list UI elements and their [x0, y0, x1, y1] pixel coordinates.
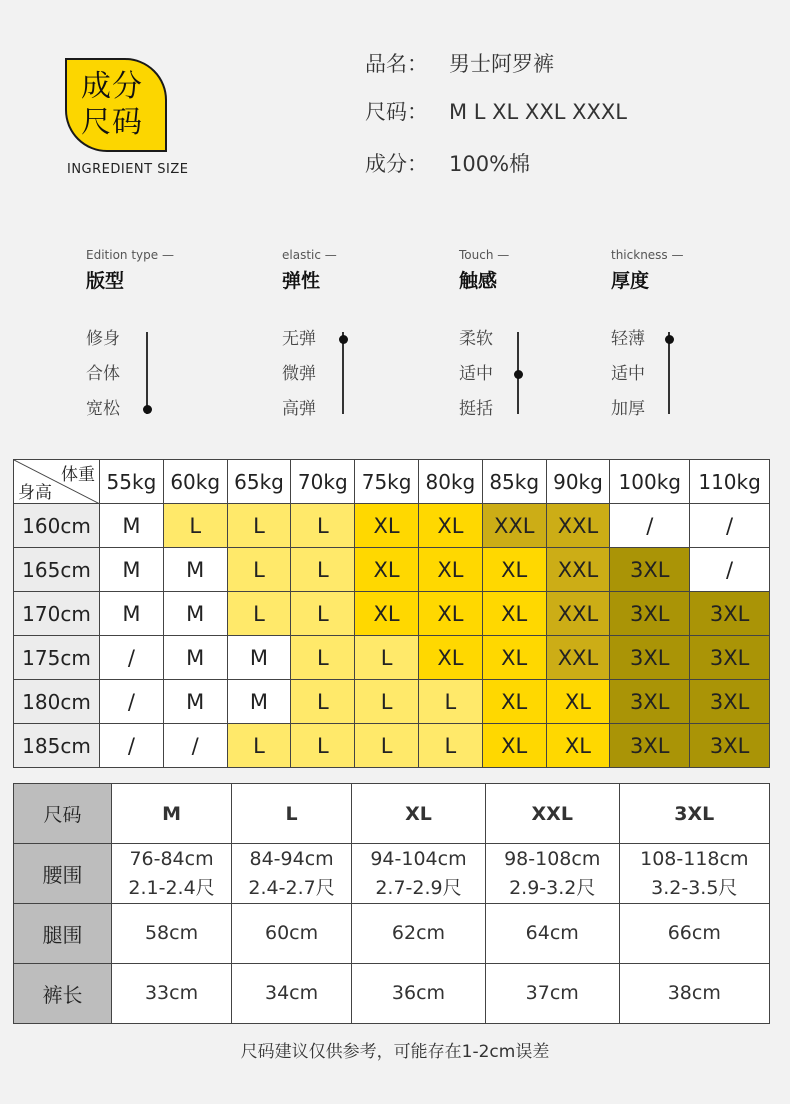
attribute-option: 柔软	[459, 329, 493, 349]
attribute-cn-label: 厚度	[611, 270, 650, 292]
measurement-value: 76-84cm	[129, 847, 214, 870]
weight-header: 90kg	[546, 460, 610, 504]
size-cell: XXL	[546, 592, 610, 636]
measurement-value: 60cm	[265, 922, 319, 944]
size-cell: L	[355, 680, 419, 724]
size-cell: XXL	[482, 504, 546, 548]
badge-subtitle: INGREDIENT SIZE	[67, 162, 189, 177]
attribute-option: 高弹	[282, 399, 316, 419]
size-cell: /	[610, 504, 690, 548]
size-cell: XL	[355, 504, 419, 548]
size-cell: L	[227, 592, 291, 636]
attribute-option: 适中	[459, 364, 493, 384]
measurement-cell	[485, 844, 619, 904]
size-cell: M	[163, 548, 227, 592]
attribute-en-label: elastic —	[282, 248, 442, 262]
size-cell: /	[690, 548, 770, 592]
measurement-cell	[112, 904, 232, 964]
size-cell: XL	[546, 724, 610, 768]
product-material-value: 100%棉	[449, 152, 531, 176]
size-table-row	[14, 680, 770, 724]
attribute-option: 挺括	[459, 399, 493, 419]
size-cell: XL	[418, 504, 482, 548]
attribute-option: 宽松	[86, 399, 120, 419]
size-cell: L	[227, 504, 291, 548]
size-cell: L	[291, 504, 355, 548]
measurement-cell	[232, 844, 352, 904]
measurement-value: 94-104cm	[370, 847, 467, 870]
measurement-cell	[112, 844, 232, 904]
attribute-scale-line	[146, 332, 148, 414]
size-cell: XXL	[546, 504, 610, 548]
measurement-size-header: XL	[352, 784, 486, 844]
weight-header: 110kg	[690, 460, 770, 504]
measurement-cell	[112, 964, 232, 1024]
product-sizes-value: M L XL XXL XXXL	[449, 100, 627, 124]
weight-header: 55kg	[100, 460, 164, 504]
weight-header: 80kg	[418, 460, 482, 504]
measurement-cell	[352, 904, 486, 964]
attribute-option: 适中	[611, 364, 645, 384]
size-table-header-row	[14, 460, 770, 504]
size-cell: M	[163, 680, 227, 724]
size-table-row	[14, 592, 770, 636]
size-cell: 3XL	[610, 548, 690, 592]
size-cell: L	[418, 724, 482, 768]
measurement-cell	[619, 844, 769, 904]
measurement-value: 108-118cm	[640, 847, 749, 870]
size-cell: XXL	[546, 548, 610, 592]
size-cell: L	[163, 504, 227, 548]
attribute-selected-dot	[665, 335, 674, 344]
measurement-header-row	[14, 784, 770, 844]
attribute-option: 无弹	[282, 329, 316, 349]
measurement-cell	[619, 964, 769, 1024]
size-cell: XL	[482, 636, 546, 680]
measurement-value: 34cm	[265, 982, 319, 1004]
attribute-cn-label: 版型	[86, 270, 125, 292]
size-cell: M	[100, 592, 164, 636]
weight-header: 85kg	[482, 460, 546, 504]
attribute-cn-label: 触感	[459, 270, 498, 292]
measurement-value: 84-94cm	[249, 847, 334, 870]
size-cell: M	[163, 636, 227, 680]
size-cell: 3XL	[690, 724, 770, 768]
attribute-3	[611, 248, 771, 423]
weight-header: 75kg	[355, 460, 419, 504]
measurement-value: 2.7-2.9尺	[375, 876, 462, 899]
measurement-row	[14, 964, 770, 1024]
size-cell: L	[227, 724, 291, 768]
size-cell: /	[100, 724, 164, 768]
attribute-option: 轻薄	[611, 329, 645, 349]
size-cell: XL	[482, 724, 546, 768]
measurement-size-header: M	[112, 784, 232, 844]
size-cell: L	[291, 636, 355, 680]
size-table-row	[14, 636, 770, 680]
product-sizes-row	[365, 96, 627, 126]
product-name-label: 品名：	[365, 52, 428, 76]
size-cell: /	[163, 724, 227, 768]
corner-weight-label: 体重	[61, 465, 95, 485]
measurement-row	[14, 904, 770, 964]
size-cell: L	[227, 548, 291, 592]
measurement-size-header: 3XL	[619, 784, 769, 844]
measurement-value: 37cm	[525, 982, 579, 1004]
size-cell: XL	[482, 548, 546, 592]
product-material-label: 成分：	[365, 152, 428, 176]
measurement-cell	[232, 904, 352, 964]
attribute-scale-line	[668, 332, 670, 414]
height-header: 165cm	[14, 548, 100, 592]
size-cell: XL	[418, 548, 482, 592]
size-cell: 3XL	[610, 636, 690, 680]
measurement-value: 38cm	[667, 982, 721, 1004]
attribute-en-label: Touch —	[459, 248, 619, 262]
size-table-row	[14, 724, 770, 768]
attribute-en-label: Edition type —	[86, 248, 246, 262]
measurement-value: 64cm	[525, 922, 579, 944]
measurement-cell	[352, 844, 486, 904]
size-cell: M	[227, 636, 291, 680]
size-cell: 3XL	[690, 636, 770, 680]
measurement-cell	[619, 904, 769, 964]
size-cell: XL	[355, 548, 419, 592]
badge-line-1: 成分	[81, 69, 143, 104]
attribute-2	[459, 248, 619, 423]
product-name-value: 男士阿罗裤	[449, 52, 554, 76]
measurement-header-label: 尺码	[14, 784, 112, 844]
measurement-table	[13, 783, 770, 1024]
size-cell: L	[355, 636, 419, 680]
measurement-value: 2.4-2.7尺	[248, 876, 335, 899]
size-cell: M	[100, 548, 164, 592]
weight-header: 100kg	[610, 460, 690, 504]
product-sizes-label: 尺码：	[365, 100, 428, 124]
size-cell: /	[690, 504, 770, 548]
measurement-value: 62cm	[391, 922, 446, 944]
measurement-value: 2.1-2.4尺	[128, 876, 215, 899]
height-header: 175cm	[14, 636, 100, 680]
measurement-size-header: XXL	[485, 784, 619, 844]
measurement-row-label: 裤长	[14, 964, 112, 1024]
measurement-value: 66cm	[667, 922, 721, 944]
attribute-scale-line	[342, 332, 344, 414]
size-cell: L	[291, 724, 355, 768]
badge-line-2: 尺码	[81, 105, 143, 140]
height-header: 185cm	[14, 724, 100, 768]
corner-height-label: 身高	[18, 483, 52, 503]
attribute-option: 加厚	[611, 399, 645, 419]
attribute-0	[86, 248, 246, 423]
size-note: 尺码建议仅供参考，可能存在1-2cm误差	[240, 1042, 550, 1062]
size-cell: M	[227, 680, 291, 724]
size-cell: /	[100, 680, 164, 724]
size-cell: /	[100, 636, 164, 680]
attribute-option: 修身	[86, 329, 120, 349]
weight-header: 60kg	[163, 460, 227, 504]
attribute-selected-dot	[339, 335, 348, 344]
height-header: 160cm	[14, 504, 100, 548]
size-table-row	[14, 504, 770, 548]
size-cell: L	[291, 548, 355, 592]
size-cell: XXL	[546, 636, 610, 680]
measurement-cell	[485, 964, 619, 1024]
measurement-row	[14, 844, 770, 904]
size-cell: XL	[418, 592, 482, 636]
attribute-en-label: thickness —	[611, 248, 771, 262]
size-cell: L	[418, 680, 482, 724]
size-badge	[65, 58, 167, 152]
measurement-size-header: L	[232, 784, 352, 844]
size-cell: M	[100, 504, 164, 548]
attribute-cn-label: 弹性	[282, 270, 321, 292]
size-cell: L	[291, 592, 355, 636]
size-cell: XL	[482, 592, 546, 636]
measurement-value: 3.2-3.5尺	[651, 876, 738, 899]
measurement-value: 33cm	[144, 982, 199, 1004]
height-header: 170cm	[14, 592, 100, 636]
size-cell: XL	[546, 680, 610, 724]
height-header: 180cm	[14, 680, 100, 724]
size-cell: M	[163, 592, 227, 636]
measurement-row-label: 腿围	[14, 904, 112, 964]
measurement-value: 2.9-3.2尺	[509, 876, 596, 899]
product-name-row	[365, 48, 554, 78]
attribute-selected-dot	[514, 370, 523, 379]
size-cell: 3XL	[690, 680, 770, 724]
weight-header: 70kg	[291, 460, 355, 504]
size-cell: L	[355, 724, 419, 768]
size-table-corner	[14, 460, 100, 504]
size-recommendation-table	[13, 459, 770, 768]
size-cell: XL	[482, 680, 546, 724]
size-cell: L	[291, 680, 355, 724]
attribute-1	[282, 248, 442, 423]
attribute-option: 合体	[86, 364, 120, 384]
measurement-value: 36cm	[391, 982, 446, 1004]
measurement-cell	[232, 964, 352, 1024]
measurement-cell	[485, 904, 619, 964]
attribute-selected-dot	[143, 405, 152, 414]
attribute-option: 微弹	[282, 364, 316, 384]
size-table-row	[14, 548, 770, 592]
size-cell: 3XL	[610, 592, 690, 636]
product-material-row	[365, 148, 530, 178]
size-cell: XL	[418, 636, 482, 680]
measurement-row-label: 腰围	[14, 844, 112, 904]
measurement-value: 98-108cm	[504, 847, 601, 870]
size-cell: 3XL	[610, 680, 690, 724]
weight-header: 65kg	[227, 460, 291, 504]
measurement-value: 58cm	[144, 922, 199, 944]
measurement-cell	[352, 964, 486, 1024]
size-cell: XL	[355, 592, 419, 636]
size-cell: 3XL	[690, 592, 770, 636]
size-cell: 3XL	[610, 724, 690, 768]
